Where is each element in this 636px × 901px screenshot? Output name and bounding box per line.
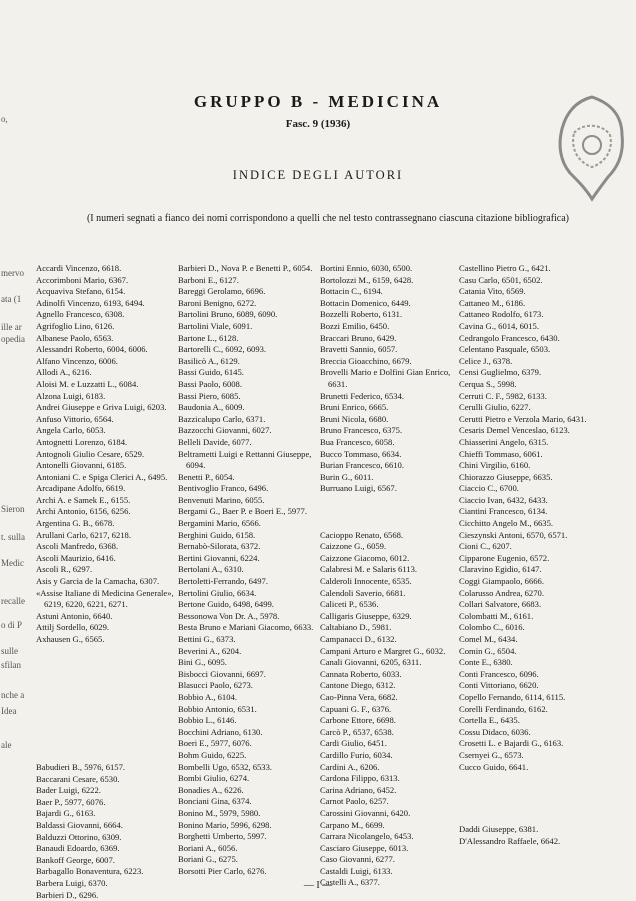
author-entry: Ciaccio C., 6700. — [459, 483, 519, 494]
margin-fragment: o di P — [1, 620, 23, 630]
author-entry: Bobbio L., 6146. — [178, 715, 237, 726]
author-entry: Cardona Filippo, 6313. — [320, 773, 400, 784]
author-entry: Cossu Didaco, 6036. — [459, 726, 531, 737]
author-entry: Bajardi G., 6163. — [36, 808, 96, 819]
author-entry: Bruni Enrico, 6665. — [320, 402, 389, 413]
author-entry: Bertone Guido, 6498, 6499. — [178, 599, 274, 610]
author-entry: Barbieri D., 6296. — [36, 889, 99, 900]
author-entry: Cerutti Pietro e Verzola Mario, 6431. — [459, 413, 587, 424]
author-entry: Baccarani Cesare, 6530. — [36, 773, 120, 784]
margin-fragment: ata (1 — [1, 294, 22, 304]
author-entry: Burruano Luigi, 6567. — [320, 483, 397, 494]
author-entry: Bonino M., 5979, 5980. — [178, 807, 261, 818]
author-entry: Besta Bruno e Mariani Giacomo, 6633. — [178, 622, 314, 633]
author-entry: Claravino Egidio, 6147. — [459, 564, 542, 575]
author-entry: Arcadipane Adolfo, 6619. — [36, 483, 126, 494]
author-entry: Crosetti L. e Bajardi G., 6163. — [459, 738, 564, 749]
margin-fragment: sulle — [1, 646, 18, 656]
author-entry: Astuni Antonio, 6640. — [36, 610, 113, 621]
author-entry: Berghini Guido, 6158. — [178, 529, 256, 540]
author-entry: Carbone Ettore, 6698. — [320, 715, 396, 726]
author-entry: Cardini A., 6206. — [320, 761, 380, 772]
author-entry: Attilj Sordello, 6029. — [36, 622, 110, 633]
author-entry: Barboni E., 6127. — [178, 274, 239, 285]
author-entry: Bartorelli C., 6092, 6093. — [178, 344, 267, 355]
author-entry: Archi Antonio, 6156, 6256. — [36, 506, 131, 517]
author-entry: Cipparone Eugenio, 6572. — [459, 552, 550, 563]
author-entry: Cardi Giulio, 6451. — [320, 738, 387, 749]
author-entry: Csernyei G., 6573. — [459, 749, 524, 760]
author-entry: Bortolozzi M., 6159, 6428. — [320, 274, 414, 285]
author-entry: Antonelli Giovanni, 6185. — [36, 460, 127, 471]
author-entry: Calabresi M. e Salaris 6113. — [320, 564, 418, 575]
author-entry: Bassi Paolo, 6008. — [178, 378, 242, 389]
margin-fragment: ale — [1, 740, 12, 750]
margin-fragment: Idea — [1, 706, 17, 716]
author-entry: Bottacin C., 6194. — [320, 286, 383, 297]
author-entry: Asis y Garcia de la Camacha, 6307. — [36, 576, 160, 587]
author-entry: Bartolini Viale, 6091. — [178, 320, 253, 331]
author-entry: Comin G., 6504. — [459, 645, 517, 656]
author-entry: Babudieri B., 5976, 6157. — [36, 762, 126, 772]
author-entry: Baer P., 5977, 6076. — [36, 796, 106, 807]
author-entry: Carcò P., 6537, 6538. — [320, 726, 394, 737]
author-entry: Catania Vito, 6569. — [459, 286, 526, 297]
author-entry: Acquaviva Stefano, 6154. — [36, 286, 126, 297]
author-entry: Bravetti Sannio, 6057. — [320, 344, 398, 355]
author-entry: Axhausen G., 6565. — [36, 634, 105, 644]
author-entry: Bertini Giovanni, 6224. — [178, 552, 260, 563]
author-entry: Campanacci D., 6132. — [320, 634, 397, 644]
library-stamp — [552, 93, 632, 203]
margin-fragment: sfilan — [1, 660, 21, 670]
author-entry: Blasucci Paolo, 6273. — [178, 680, 253, 691]
author-entry: Bader Luigi, 6222. — [36, 785, 101, 796]
author-entry: Comel M., 6434. — [459, 634, 518, 644]
author-entry: Borsotti Pier Carlo, 6276. — [178, 865, 267, 876]
author-entry: Beverini A., 6204. — [178, 645, 242, 656]
author-entry: Capuani G. F., 6376. — [320, 703, 392, 714]
author-entry: Ascoli R., 6297. — [36, 564, 93, 575]
author-entry: Anfuso Vittorio, 6564. — [36, 413, 114, 424]
author-entry: Colombo C., 6016. — [459, 622, 525, 633]
author-column-1 — [36, 263, 176, 646]
author-entry: Boriani A., 6056. — [178, 842, 238, 853]
author-entry: Castaldi Luigi, 6133. — [320, 865, 393, 876]
author-entry: Cerruti C. F., 5982, 6133. — [459, 390, 547, 401]
author-entry: Cicchitto Angelo M., 6635. — [459, 518, 554, 529]
author-entry: Conte E., 6380. — [459, 657, 513, 668]
author-entry: Cannata Roberto, 6033. — [320, 668, 402, 679]
author-entry: Cattaneo M., 6186. — [459, 297, 526, 308]
margin-fragment: Medic — [1, 558, 24, 568]
margin-fragment: nche a — [1, 690, 25, 700]
author-entry: Castellino Pietro G., 6421. — [459, 263, 551, 273]
author-entry: Braccari Bruno, 6429. — [320, 332, 397, 343]
margin-fragment: opedia — [1, 334, 25, 344]
author-entry: Bartolini Bruno, 6089, 6090. — [178, 309, 278, 320]
author-column-3 — [320, 263, 460, 889]
author-entry: Bonciani Gina, 6374. — [178, 796, 252, 807]
author-entry: Calligaris Giuseppe, 6329. — [320, 610, 412, 621]
author-entry: Ciantini Francesco, 6134. — [459, 506, 548, 517]
author-entry: Alfano Vincenzo, 6006. — [36, 355, 118, 366]
author-entry: Canali Giovanni, 6205, 6311. — [320, 657, 422, 668]
author-entry: Accardi Vincenzo, 6618. — [36, 263, 122, 273]
author-entry: Collari Salvatore, 6683. — [459, 599, 542, 610]
author-entry: Bozzelli Roberto, 6131. — [320, 309, 403, 320]
author-entry: Carrara Nicolangelo, 6453. — [320, 831, 414, 842]
author-entry: Colarusso Andrea, 6270. — [459, 587, 544, 598]
author-entry: Bassi Piero, 6085. — [178, 390, 241, 401]
author-entry: Brovelli Mario e Dolfini Gian Enrico, 6631. — [320, 367, 451, 389]
author-entry: Bohm Guido, 6225. — [178, 749, 247, 760]
author-entry: Bazzicalupo Carlo, 6371. — [178, 413, 266, 424]
author-entry: Carnot Paolo, 6257. — [320, 796, 389, 807]
index-note: (I numeri segnati a fianco dei nomi corrispondono a quelli che nel testo contrassegnano ciascuna citazione bibliografica) — [86, 213, 570, 224]
author-entry: Carina Adriano, 6452. — [320, 784, 397, 795]
author-entry: Campani Arturo e Margret G., 6032. — [320, 645, 446, 656]
author-entry: Casu Carlo, 6501, 6502. — [459, 274, 543, 285]
author-entry: Chiorazzo Giuseppe, 6635. — [459, 471, 553, 482]
author-entry: Burian Francesco, 6610. — [320, 460, 405, 471]
author-entry — [320, 518, 460, 530]
author-entry: Bisbocci Giovanni, 6697. — [178, 668, 266, 679]
author-entry: Bertoletti-Ferrando, 6497. — [178, 576, 268, 587]
author-entry: Censi Guglielmo, 6379. — [459, 367, 542, 378]
author-entry: Aloisi M. e Luzzatti L., 6084. — [36, 378, 139, 389]
author-entry: Carpano M., 6699. — [320, 819, 385, 830]
author-entry: Baroni Benigno, 6272. — [178, 297, 257, 308]
author-entry: Coggi Giampaolo, 6666. — [459, 576, 544, 587]
author-entry: Bertolani A., 6310. — [178, 564, 244, 575]
author-entry: Benvenuti Marino, 6055. — [178, 494, 265, 505]
author-entry: Bottacin Domenico, 6449. — [320, 297, 411, 308]
margin-fragment: ille ar — [1, 322, 22, 332]
author-entry: Casciaro Giuseppe, 6013. — [320, 842, 409, 853]
author-entry: Benetti P., 6054. — [178, 471, 235, 482]
author-entry — [320, 495, 460, 507]
author-column-4-d-section — [459, 824, 599, 847]
author-entry: Bartone L., 6128. — [178, 332, 239, 343]
author-entry: Caizzone G., 6059. — [320, 541, 387, 552]
author-entry — [320, 506, 460, 518]
author-entry: Ascoli Manfredo, 6368. — [36, 541, 119, 552]
author-entry: Ciaccio Ivan, 6432, 6433. — [459, 494, 548, 505]
author-entry: Adinolfi Vincenzo, 6193, 6494. — [36, 297, 145, 308]
author-entry: Archi A. e Samek E., 6155. — [36, 494, 131, 505]
author-entry: Bocchini Adriano, 6130. — [178, 726, 263, 737]
author-entry: Allodi A., 6216. — [36, 367, 92, 378]
author-entry: Alessandri Roberto, 6004, 6006. — [36, 344, 148, 355]
author-entry: Caso Giovanni, 6277. — [320, 854, 395, 865]
author-entry: Albanese Paolo, 6563. — [36, 332, 114, 343]
author-column-2 — [178, 263, 318, 877]
author-entry: Bruno Francesco, 6375. — [320, 425, 403, 436]
author-entry: Castelli A., 6377. — [320, 877, 380, 888]
author-entry: Cucco Guido, 6641. — [459, 761, 529, 772]
author-entry: Brunetti Federico, 6534. — [320, 390, 405, 401]
author-entry: Bobbio Antonio, 6531. — [178, 703, 257, 714]
author-entry: Bankoff George, 6007. — [36, 854, 115, 865]
author-entry: Daddi Giuseppe, 6381. — [459, 824, 539, 834]
author-entry: Cacioppo Renato, 6568. — [320, 529, 404, 540]
author-entry: Cantone Diego, 6312. — [320, 680, 396, 691]
author-entry: Agnello Francesco, 6308. — [36, 309, 125, 320]
author-entry: Baudonia A., 6009. — [178, 402, 245, 413]
author-entry: D'Alessandro Raffaele, 6642. — [459, 835, 561, 846]
author-entry: Caltabiano D., 5981. — [320, 622, 392, 633]
author-entry: Bruni Nicola, 6680. — [320, 413, 389, 424]
author-entry: Antognoli Giulio Cesare, 6529. — [36, 448, 145, 459]
author-entry: Baldassi Giovanni, 6664. — [36, 819, 123, 830]
author-entry: Bonino Mario, 5996, 6298. — [178, 819, 272, 830]
author-entry: Cattaneo Rodolfo, 6173. — [459, 309, 544, 320]
author-entry: Ascoli Maurizio, 6416. — [36, 552, 116, 563]
author-entry: Belleli Davide, 6077. — [178, 436, 252, 447]
author-entry: Barbera Luigi, 6370. — [36, 877, 108, 888]
author-entry: Copello Fernando, 6114, 6115. — [459, 691, 566, 702]
author-entry: Calendoli Saverio, 6681. — [320, 587, 406, 598]
author-entry: Arullani Carlo, 6217, 6218. — [36, 529, 131, 540]
author-entry: Chini Virgilio, 6160. — [459, 460, 531, 471]
author-entry: Bessonowa Von Dr. A., 5978. — [178, 610, 280, 621]
author-entry: Bombelli Ugo, 6532, 6533. — [178, 761, 273, 772]
author-column-4 — [459, 263, 599, 773]
margin-fragment: recalle — [1, 596, 25, 606]
margin-fragment: t. sulla — [1, 532, 25, 542]
author-entry: Bua Francesco, 6058. — [320, 436, 395, 447]
author-entry: Celentano Pasquale, 6503. — [459, 344, 551, 355]
index-heading: INDICE DEGLI AUTORI — [232, 168, 404, 182]
author-entry: Borghetti Umberto, 5997. — [178, 831, 267, 842]
author-entry: Boeri E., 5977, 6076. — [178, 738, 252, 749]
author-entry: Boriani G., 6275. — [178, 854, 238, 865]
left-margin-bleed — [0, 0, 26, 900]
author-entry: Bernabò-Silorata, 6372. — [178, 541, 261, 552]
page-title: GRUPPO B - MEDICINA — [193, 92, 443, 111]
author-entry: Balduzzi Ottorino, 6309. — [36, 831, 122, 842]
author-entry: Bareggi Gerolamo, 6696. — [178, 286, 266, 297]
author-entry: Caizzone Giacomo, 6012. — [320, 552, 410, 563]
margin-fragment: Sieron — [1, 504, 25, 514]
author-entry: Bazzocchi Giovanni, 6027. — [178, 425, 272, 436]
author-entry: Cardillo Furio, 6034. — [320, 749, 393, 760]
author-entry: Cioni C., 6207. — [459, 541, 512, 552]
author-entry: Bini G., 6095. — [178, 657, 227, 668]
author-entry: Calderoli Innocente, 6535. — [320, 576, 412, 587]
author-entry: Bertolini Giulio, 6634. — [178, 587, 257, 598]
author-entry: Cerqua S., 5998. — [459, 378, 517, 389]
author-entry: Accorimboni Mario, 6367. — [36, 274, 129, 285]
author-entry: Cesaris Demel Venceslao, 6123. — [459, 425, 570, 436]
author-entry: Burin G., 6011. — [320, 471, 374, 482]
margin-fragment: mervo — [1, 268, 24, 278]
author-entry: Chieffi Tommaso, 6061. — [459, 448, 543, 459]
author-entry: Cerulli Giulio, 6227. — [459, 402, 531, 413]
author-entry: Cavina G., 6014, 6015. — [459, 320, 539, 331]
author-entry: Carossini Giovanni, 6420. — [320, 807, 411, 818]
author-entry: Breccia Gioacchino, 6679. — [320, 355, 412, 366]
author-entry: Corelli Ferdinando, 6162. — [459, 703, 548, 714]
author-entry: Antognetti Lorenzo, 6184. — [36, 436, 128, 447]
author-entry: Bettini G., 6373. — [178, 634, 236, 644]
margin-fragment: o, — [1, 114, 8, 124]
author-entry: Alzona Luigi, 6183. — [36, 390, 106, 401]
author-entry: Bozzi Emilio, 6450. — [320, 320, 390, 331]
author-entry: Conti Vittoriano, 6620. — [459, 680, 539, 691]
author-entry: Bortini Ennio, 6030, 6500. — [320, 263, 413, 273]
author-entry: Agrifoglio Lino, 6126. — [36, 320, 115, 331]
author-entry: Chiasserini Angelo, 6315. — [459, 436, 549, 447]
author-entry: Conti Francesco, 6096. — [459, 668, 539, 679]
author-entry: Bobbio A., 6104. — [178, 691, 237, 702]
author-entry: Basilicò A., 6129. — [178, 355, 240, 366]
author-entry: Cedrangolo Francesco, 6430. — [459, 332, 560, 343]
author-entry: Bassi Guido, 6145. — [178, 367, 244, 378]
author-entry: Antoniani C. e Spiga Clerici A., 6495. — [36, 471, 168, 482]
author-entry: Cortella E., 6435. — [459, 715, 520, 726]
author-entry: Cieszynski Antoni, 6570, 6571. — [459, 529, 568, 540]
author-entry: Beltrametti Luigi e Rettanni Giuseppe, 6094. — [178, 448, 312, 471]
author-entry: Banaudi Edoardo, 6369. — [36, 843, 120, 854]
author-entry: Caliceti P., 6536. — [320, 599, 379, 610]
author-entry: Bombi Giulio, 6274. — [178, 773, 250, 784]
author-entry: Cao-Pinna Vera, 6682. — [320, 691, 398, 702]
author-entry: Bucco Tommaso, 6634. — [320, 448, 402, 459]
author-entry: Barbieri D., Nova P. e Benetti P., 6054. — [178, 263, 313, 273]
author-entry: «Assise Italiane di Medicina Generale», 6219, 6220, 6221, 6271. — [36, 587, 174, 610]
author-entry: Barbagallo Bonaventura, 6223. — [36, 866, 144, 877]
fascicle-label: Fasc. 9 (1936) — [285, 118, 351, 130]
author-entry: Andrei Giuseppe e Griva Luigi, 6203. — [36, 402, 167, 413]
author-entry: Bentivoglio Franco, 6496. — [178, 483, 269, 494]
author-entry: Bonadies A., 6226. — [178, 784, 244, 795]
author-entry: Argentina G. B., 6678. — [36, 518, 115, 529]
author-entry: Colombatti M., 6161. — [459, 610, 534, 621]
author-entry: Bergamini Mario, 6566. — [178, 518, 261, 529]
author-entry: Angela Carlo, 6053. — [36, 425, 106, 436]
author-entry: Bergami G., Baer P. e Boeri E., 5977. — [178, 506, 307, 517]
author-entry: Celice J., 6378. — [459, 355, 513, 366]
page-number: — I — — [303, 880, 333, 891]
